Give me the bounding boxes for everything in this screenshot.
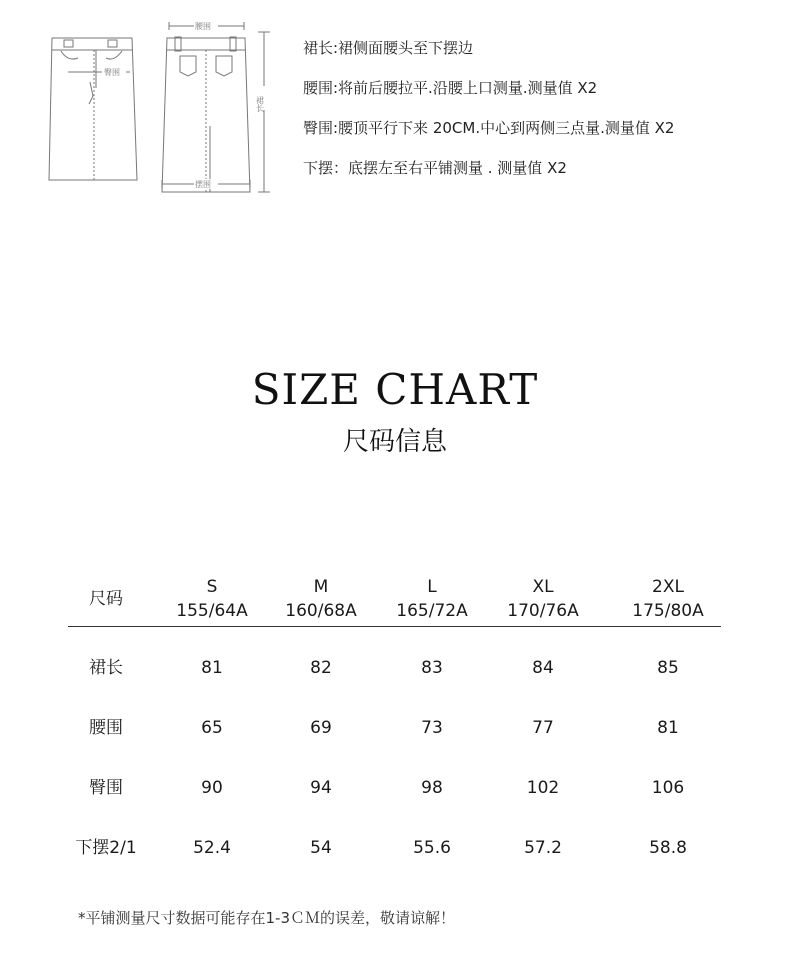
size-spec-l: 165/72A [396, 601, 468, 621]
size-name-2xl: 2XL [652, 577, 684, 597]
size-spec-s: 155/64A [176, 601, 248, 621]
table-cell: 98 [421, 778, 443, 798]
table-cell: 83 [421, 658, 443, 678]
size-spec-2xl: 175/80A [632, 601, 704, 621]
table-cell: 55.6 [413, 838, 451, 858]
title-english: SIZE CHART [251, 365, 539, 414]
hip-label: 臀围 [104, 68, 120, 77]
table-cell: 52.4 [193, 838, 231, 858]
size-name-s: S [206, 577, 218, 597]
table-cell: 77 [532, 718, 554, 738]
table-cell: 57.2 [524, 838, 562, 858]
title-chinese: 尺码信息 [342, 427, 447, 457]
table-cell: 102 [526, 778, 560, 798]
row-label-waist: 腰围 [89, 718, 123, 738]
hem-label: 摆围 [195, 180, 211, 189]
size-name-l: L [427, 577, 437, 597]
front-skirt-drawing [49, 38, 137, 180]
back-skirt-drawing [162, 37, 250, 192]
note-waist: 腰围:将前后腰拉平.沿腰上口测量.测量值 X2 [303, 79, 598, 97]
row-label-hem: 下摆2/1 [75, 838, 137, 858]
header-divider [68, 626, 721, 627]
measurement-notes [303, 38, 674, 198]
size-name-m: M [313, 577, 329, 597]
table-cell: 84 [532, 658, 554, 678]
row-label-length: 裙长 [89, 658, 123, 678]
measurement-footnote: *平铺测量尺寸数据可能存在1-3ＣＭ的误差，敬请谅解！ [78, 909, 456, 927]
table-cell: 69 [310, 718, 332, 738]
note-length: 裙长:裙侧面腰头至下摆边 [303, 39, 474, 57]
table-cell: 58.8 [649, 838, 687, 858]
skirt-measurement-diagram [44, 16, 280, 198]
table-cell: 81 [201, 658, 223, 678]
table-cell: 106 [651, 778, 685, 798]
table-cell: 94 [310, 778, 332, 798]
table-cell: 73 [421, 718, 443, 738]
size-name-xl: XL [532, 577, 554, 597]
table-cell: 82 [310, 658, 332, 678]
table-cell: 90 [201, 778, 223, 798]
table-cell: 54 [310, 838, 332, 858]
note-hip: 臀围:腰顶平行下来 20CM.中心到两侧三点量.测量值 X2 [303, 119, 675, 137]
table-cell: 81 [657, 718, 679, 738]
length-label: 裙长 [255, 96, 265, 112]
size-spec-xl: 170/76A [507, 601, 579, 621]
table-cell: 65 [201, 718, 223, 738]
note-hem: 下摆：底摆左至右平铺测量 . 测量值 X2 [303, 159, 567, 177]
size-spec-m: 160/68A [285, 601, 357, 621]
waist-label: 腰围 [195, 22, 211, 31]
row-label-hip: 臀围 [89, 778, 123, 798]
table-cell: 85 [657, 658, 679, 678]
header-size-label: 尺码 [89, 589, 123, 609]
